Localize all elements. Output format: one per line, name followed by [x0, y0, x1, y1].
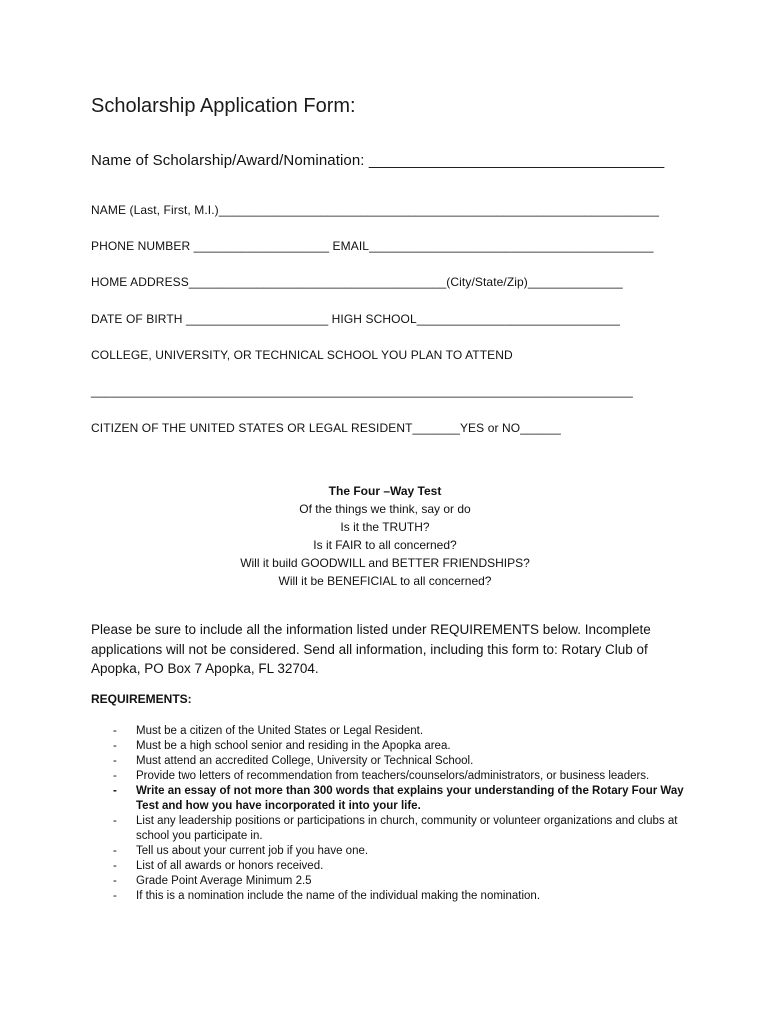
dob-high-school-field: DATE OF BIRTH _____________________ HIGH SCHOOL______________________________	[91, 312, 620, 326]
bullet-dash: -	[113, 770, 117, 782]
bullet-dash: -	[113, 815, 117, 827]
bullet-dash: -	[113, 785, 117, 797]
requirement-item: - If this is a nomination include the name of the individual making the nomination.	[113, 890, 541, 902]
phone-email-field: PHONE NUMBER ____________________ EMAIL__________________________________________	[91, 239, 654, 253]
four-way-test-line: Of the things we think, say or do	[299, 502, 471, 516]
requirement-item: - Must attend an accredited College, University or Technical School.	[113, 755, 474, 767]
requirement-item-essay: - Write an essay of not more than 300 words that explains your understanding of the Rotary Four Way Test and how you have incorporated it into your life.	[113, 785, 684, 812]
form-title: Scholarship Application Form:	[91, 95, 356, 117]
requirements-list	[113, 724, 693, 904]
college-label: COLLEGE, UNIVERSITY, OR TECHNICAL SCHOOL YOU PLAN TO ATTEND	[91, 348, 513, 362]
home-address-field: HOME ADDRESS______________________________________(City/State/Zip)______________	[91, 275, 623, 289]
requirement-item: - Tell us about your current job if you have one.	[113, 845, 369, 857]
requirement-item: - Provide two letters of recommendation from teachers/counselors/administrators, or business leaders.	[113, 770, 650, 782]
bullet-dash: -	[113, 860, 117, 872]
bullet-dash: -	[113, 875, 117, 887]
scholarship-name-field: Name of Scholarship/Award/Nomination: ___________________________________	[91, 152, 665, 169]
requirement-item: - Grade Point Average Minimum 2.5	[113, 875, 312, 887]
bullet-dash: -	[113, 845, 117, 857]
instructions-paragraph: Please be sure to include all the information listed under REQUIREMENTS below. Incomplete applications will not be considered. Send all information, including this form to: Rotary Club of Apopka, PO Box 7 Apopka, FL 32704.	[91, 622, 651, 676]
bullet-dash: -	[113, 740, 117, 752]
applicant-name-field: NAME (Last, First, M.I.)_________________________________________________________________	[91, 203, 660, 217]
bullet-dash: -	[113, 755, 117, 767]
four-way-test-line: Will it build GOODWILL and BETTER FRIENDSHIPS?	[240, 556, 530, 570]
requirements-heading: REQUIREMENTS:	[91, 692, 192, 706]
citizenship-field: CITIZEN OF THE UNITED STATES OR LEGAL RESIDENT_______YES or NO______	[91, 421, 561, 435]
bullet-dash: -	[113, 890, 117, 902]
college-blank-line: ________________________________________________________________________________	[91, 384, 633, 398]
four-way-test-line: Is it FAIR to all concerned?	[313, 538, 457, 552]
requirement-item: - Must be a high school senior and residing in the Apopka area.	[113, 740, 451, 752]
four-way-test	[0, 482, 770, 590]
bullet-dash: -	[113, 725, 117, 737]
requirement-item: - List of all awards or honors received.	[113, 860, 324, 872]
four-way-test-line: Will it be BENEFICIAL to all concerned?	[278, 574, 492, 588]
four-way-test-line: Is it the TRUTH?	[340, 520, 430, 534]
four-way-test-heading: The Four –Way Test	[328, 484, 442, 498]
requirement-item: - List any leadership positions or participations in church, community or volunteer organizations and clubs at school you participate in.	[113, 815, 678, 842]
requirement-item: - Must be a citizen of the United States or Legal Resident.	[113, 725, 424, 737]
